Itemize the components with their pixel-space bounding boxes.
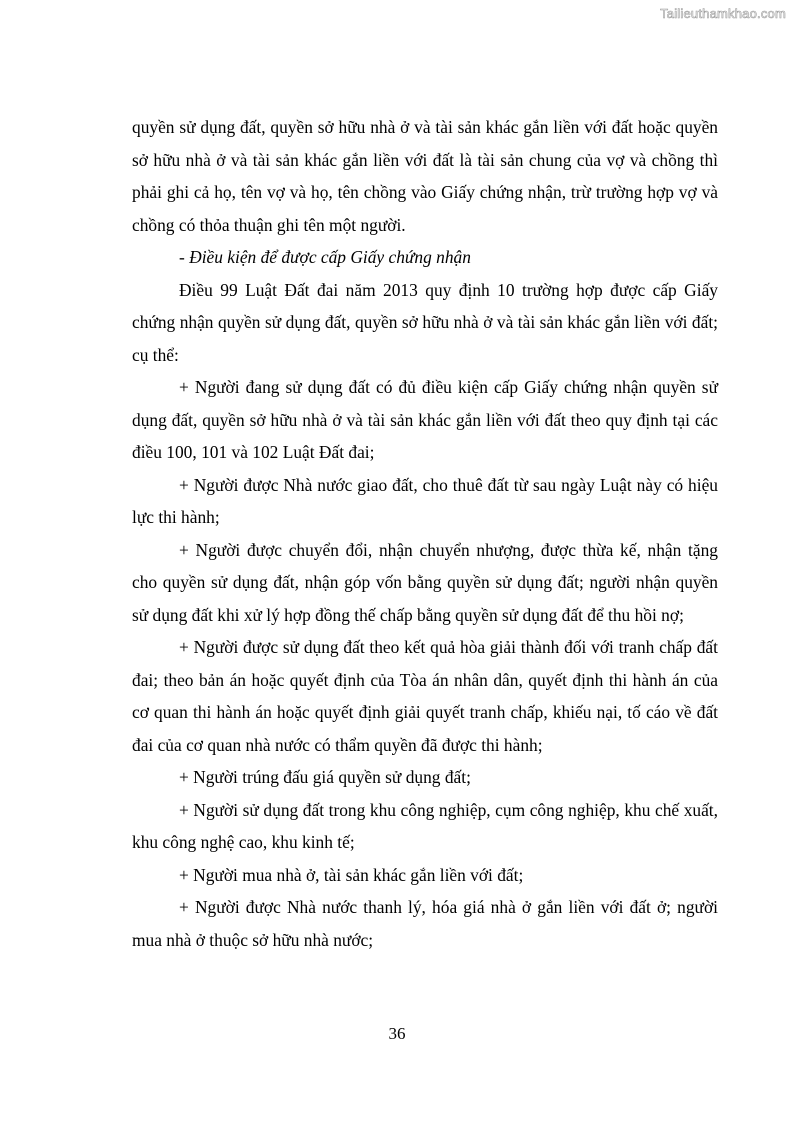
watermark-text: Tailieuthamkhao.com <box>660 6 786 21</box>
paragraph-continuation: quyền sử dụng đất, quyền sở hữu nhà ở và tài sản khác gắn liền với đất hoặc quyền sở hữu nhà ở và tài sản khác gắn liền với đất là tài sản chung của vợ và chồng thì phải ghi cả họ, tên vợ và họ, tên chồng vào Giấy chứng nhận, trừ trường hợp vợ và chồng có thỏa thuận ghi tên một người. <box>132 117 718 235</box>
list-item-case-6: + Người sử dụng đất trong khu công nghiệp, cụm công nghiệp, khu chế xuất, khu công nghệ cao, khu kinh tế; <box>132 799 718 852</box>
paragraph-article-99: Điều 99 Luật Đất đai năm 2013 quy định 10 trường hợp được cấp Giấy chứng nhận quyền sử dụng đất, quyền sở hữu nhà ở và tài sản khác gắn liền với đất; cụ thể: <box>132 279 718 365</box>
list-item-case-3: + Người được chuyển đổi, nhận chuyển nhượng, được thừa kế, nhận tặng cho quyền sử dụng đất, nhận góp vốn bằng quyền sử dụng đất; người nhận quyền sử dụng đất khi xử lý hợp đồng thế chấp bằng quyền sử dụng đất để thu hồi nợ; <box>132 539 718 625</box>
list-item-case-5: + Người trúng đấu giá quyền sử dụng đất; <box>179 767 471 787</box>
list-item-case-4: + Người được sử dụng đất theo kết quả hòa giải thành đối với tranh chấp đất đai; theo bản án hoặc quyết định của Tòa án nhân dân, quyết định thi hành án của cơ quan thi hành án hoặc quyết định giải quyết tranh chấp, khiếu nại, tố cáo về đất đai của cơ quan nhà nước có thẩm quyền đã được thi hành; <box>132 637 718 755</box>
page-number: 36 <box>388 1024 406 1043</box>
list-item-case-1: + Người đang sử dụng đất có đủ điều kiện cấp Giấy chứng nhận quyền sử dụng đất, quyền sở hữu nhà ở và tài sản khác gắn liền với đất theo quy định tại các điều 100, 101 và 102 Luật Đất đai; <box>132 377 718 462</box>
section-heading-conditions: - Điều kiện để được cấp Giấy chứng nhận <box>179 247 471 267</box>
document-body <box>132 111 718 956</box>
list-item-case-7: + Người mua nhà ở, tài sản khác gắn liền với đất; <box>179 864 524 885</box>
list-item-case-8: + Người được Nhà nước thanh lý, hóa giá nhà ở gắn liền với đất ở; người mua nhà ở thuộc sở hữu nhà nước; <box>132 897 718 950</box>
list-item-case-2: + Người được Nhà nước giao đất, cho thuê đất từ sau ngày Luật này có hiệu lực thi hành; <box>132 474 718 527</box>
